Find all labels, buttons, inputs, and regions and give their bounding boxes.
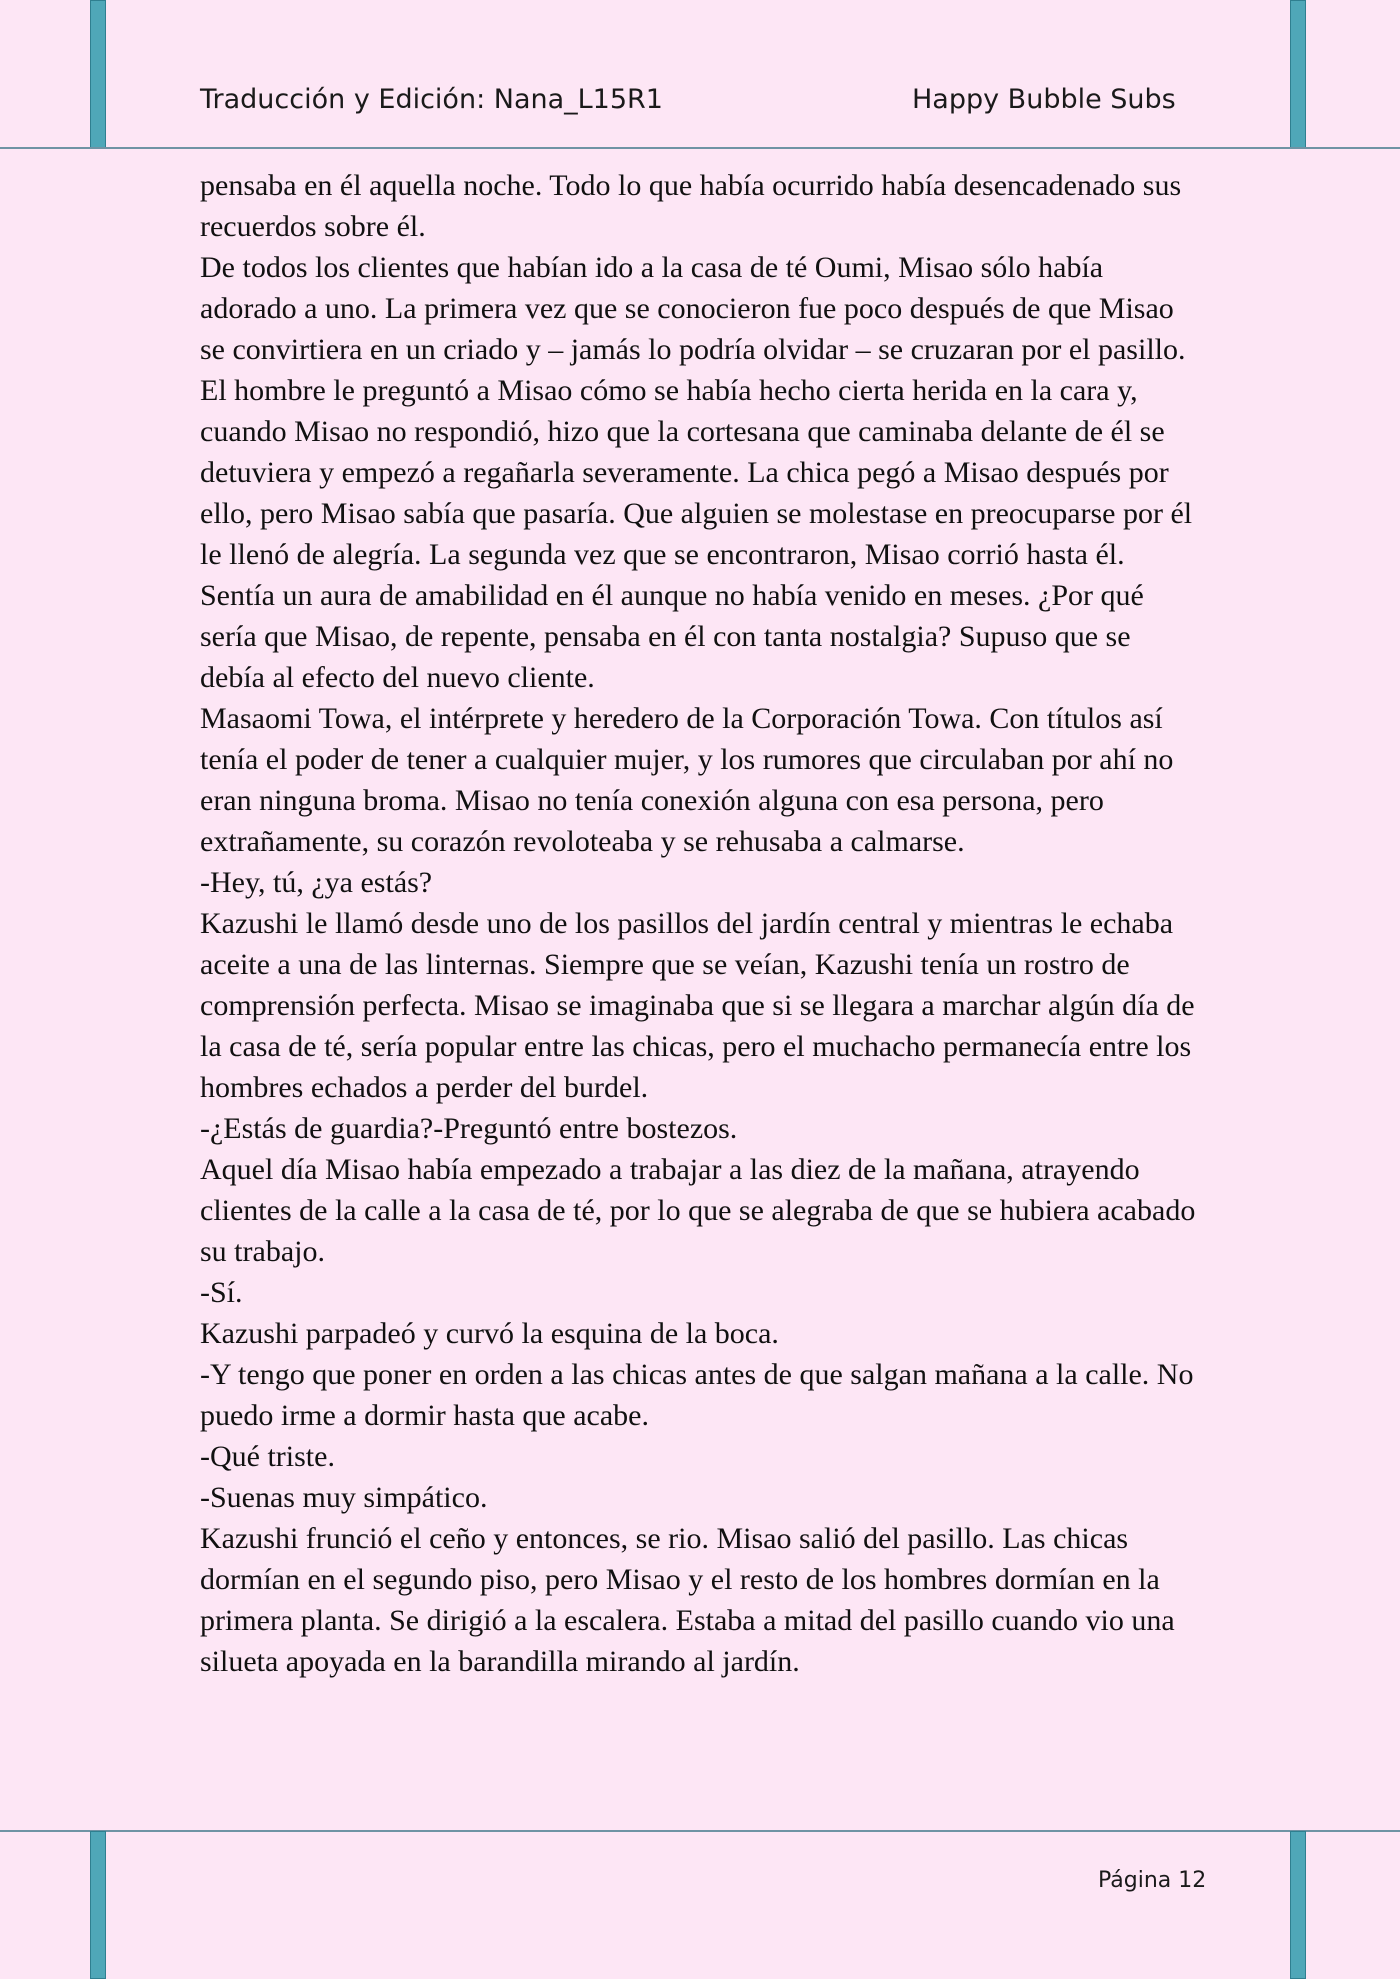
paragraph: -Y tengo que poner en orden a las chicas antes de que salgan mañana a la calle. No puedo irme a dormir hasta que acabe.: [200, 1358, 1194, 1432]
paragraph: Kazushi frunció el ceño y entonces, se rio. Misao salió del pasillo. Las chicas dormían en el segundo piso, pero Misao y el resto de los hombres dormían en la primera planta. Se dirigió a la escalera. Estaba a mitad del pasillo cuando vio una silueta apoyada en la barandilla mirando al jardín.: [200, 1522, 1175, 1678]
paragraph: Kazushi le llamó desde uno de los pasillos del jardín central y mientras le echaba aceite a una de las linternas. Siempre que se veían, Kazushi tenía un rostro de comprensión perfecta. Misao se imaginaba que si se llegara a marchar algún día de la casa de té, sería popular entre las chicas, pero el muchacho permanecía entre los hombres echados a perder del burdel.: [200, 907, 1195, 1104]
paragraph: Kazushi parpadeó y curvó la esquina de la boca.: [200, 1317, 779, 1350]
paragraph: -Sí.: [200, 1276, 243, 1309]
footer-left-accent-bar: [90, 1831, 106, 1979]
paragraph: -¿Estás de guardia?-Preguntó entre bostezos.: [200, 1112, 738, 1145]
paragraph: Masaomi Towa, el intérprete y heredero de la Corporación Towa. Con títulos así tenía el poder de tener a cualquier mujer, y los rumores que circulaban por ahí no eran ninguna broma. Misao no tenía conexión alguna con esa persona, pero extrañamente, su corazón revoloteaba y se rehusaba a calmarse.: [200, 702, 1174, 858]
header-left-accent-bar: [90, 0, 106, 149]
paragraph: pensaba en él aquella noche. Todo lo que había ocurrido había desencadenado sus recuerdos sobre él.: [200, 169, 1182, 243]
paragraph: De todos los clientes que habían ido a la casa de té Oumi, Misao sólo había adorado a uno. La primera vez que se conocieron fue poco después de que Misao se convirtiera en un criado y – jamás lo podría olvidar – se cruzaran por el pasillo.: [200, 251, 1186, 366]
header-credit: Traducción y Edición: Nana_L15R1: [200, 84, 663, 115]
page-number: Página 12: [1098, 1868, 1207, 1893]
header-rule: [0, 147, 1400, 149]
paragraph: -Hey, tú, ¿ya estás?: [200, 866, 433, 899]
paragraph: Aquel día Misao había empezado a trabajar a las diez de la mañana, atrayendo clientes de la calle a la casa de té, por lo que se alegraba de que se hubiera acabado su trabajo.: [200, 1153, 1196, 1268]
footer-rule: [0, 1830, 1400, 1832]
header-right-accent-bar: [1290, 0, 1306, 149]
header-group-name: Happy Bubble Subs: [912, 84, 1176, 115]
paragraph: -Qué triste.: [200, 1440, 335, 1473]
paragraph: El hombre le preguntó a Misao cómo se había hecho cierta herida en la cara y, cuando Misao no respondió, hizo que la cortesana que caminaba delante de él se detuviera y empezó a regañarla severamente. La chica pegó a Misao después por ello, pero Misao sabía que pasaría. Que alguien se molestase en preocuparse por él le llenó de alegría. La segunda vez que se encontraron, Misao corrió hasta él. Sentía un aura de amabilidad en él aunque no había venido en meses. ¿Por qué sería que Misao, de repente, pensaba en él con tanta nostalgia? Supuso que se debía al efecto del nuevo cliente.: [200, 374, 1193, 694]
footer-right-accent-bar: [1290, 1831, 1306, 1979]
paragraph: -Suenas muy simpático.: [200, 1481, 488, 1514]
body-text: [200, 165, 1200, 1682]
